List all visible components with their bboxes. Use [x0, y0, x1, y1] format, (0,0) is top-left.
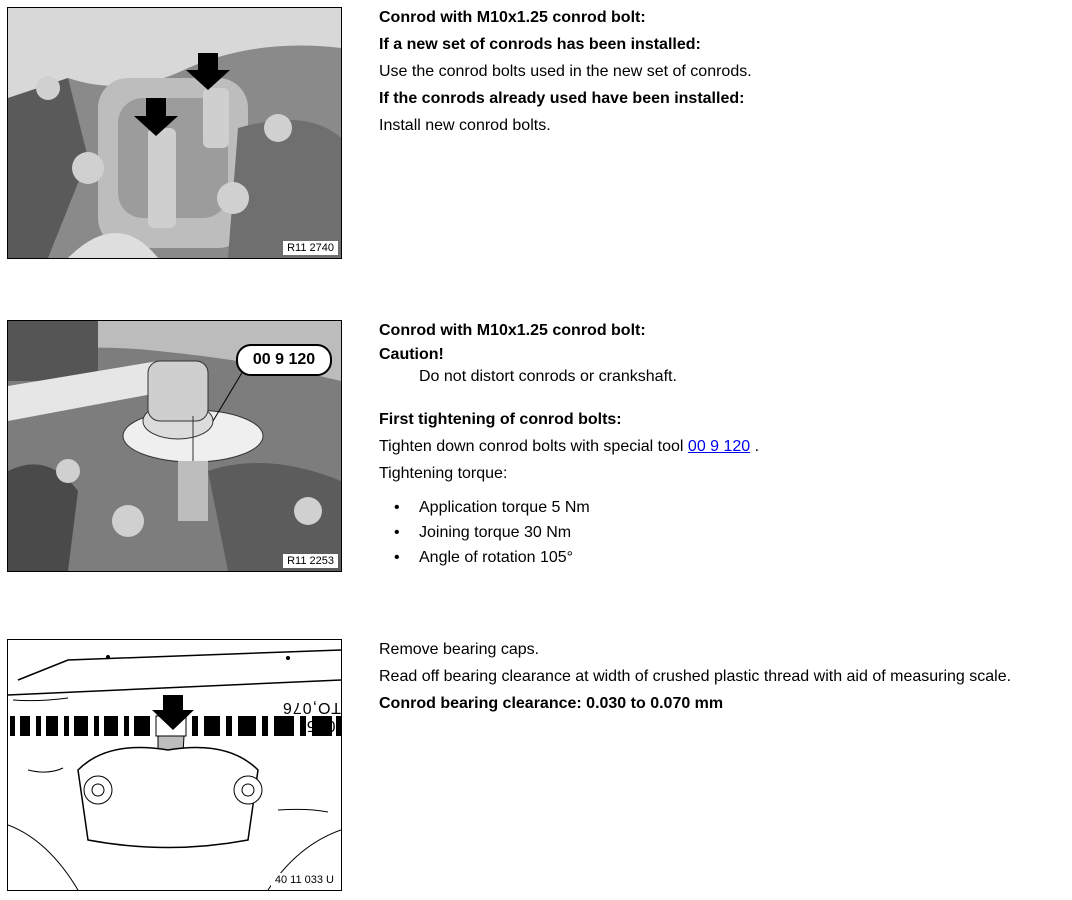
scale-text: ,025 TO,076	[281, 699, 341, 734]
heading: Conrod with M10x1.25 conrod bolt:	[379, 322, 646, 339]
list-item: • Angle of rotation 105°	[379, 545, 1069, 570]
figure-reference: R11 2253	[283, 554, 338, 568]
figure-reference: 40 11 033 U	[271, 873, 338, 887]
list-item: • Joining torque 30 Nm	[379, 520, 1069, 545]
list-item: • Application torque 5 Nm	[379, 495, 1069, 520]
caution-label: Caution!	[379, 346, 444, 363]
condition-new: If a new set of conrods has been installed:	[379, 36, 701, 53]
heading: Conrod with M10x1.25 conrod bolt:	[379, 9, 646, 26]
bullet-icon: •	[394, 524, 400, 541]
instruction	[379, 433, 1069, 460]
section-2-text	[379, 317, 1069, 570]
tool-callout: 00 9 120	[236, 344, 332, 376]
bullet-icon: •	[394, 549, 400, 566]
instruction: Remove bearing caps.	[379, 641, 540, 658]
torque-label: Tightening torque:	[379, 465, 508, 482]
conrod-bolts-illustration	[8, 8, 341, 258]
instruction-end: .	[754, 438, 760, 455]
clearance-spec: Conrod bearing clearance: 0.030 to 0.070 mm	[379, 695, 724, 712]
instruction: Install new conrod bolts.	[379, 117, 551, 134]
subheading: First tightening of conrod bolts:	[379, 411, 622, 428]
condition-used: If the conrods already used have been installed:	[379, 90, 745, 107]
section-3-text	[379, 636, 1069, 717]
caution-text: Do not distort conrods or crankshaft.	[419, 368, 677, 385]
section-1-text	[379, 4, 1069, 139]
instruction: Read off bearing clearance at width of crushed plastic thread with aid of measuring scale.	[379, 668, 1012, 685]
instruction: Use the conrod bolts used in the new set of conrods.	[379, 63, 752, 80]
bearing-clearance-drawing	[8, 640, 341, 890]
figure-reference: R11 2740	[283, 241, 338, 255]
figure-conrod-bolts	[7, 7, 342, 259]
figure-torque-tool	[7, 320, 342, 572]
instruction-text: Tighten down conrod bolts with special tool	[379, 438, 684, 455]
special-tool-link[interactable]: 00 9 120	[687, 438, 751, 455]
torque-list	[379, 495, 1069, 570]
figure-bearing-clearance	[7, 639, 342, 891]
bullet-icon: •	[394, 499, 400, 516]
